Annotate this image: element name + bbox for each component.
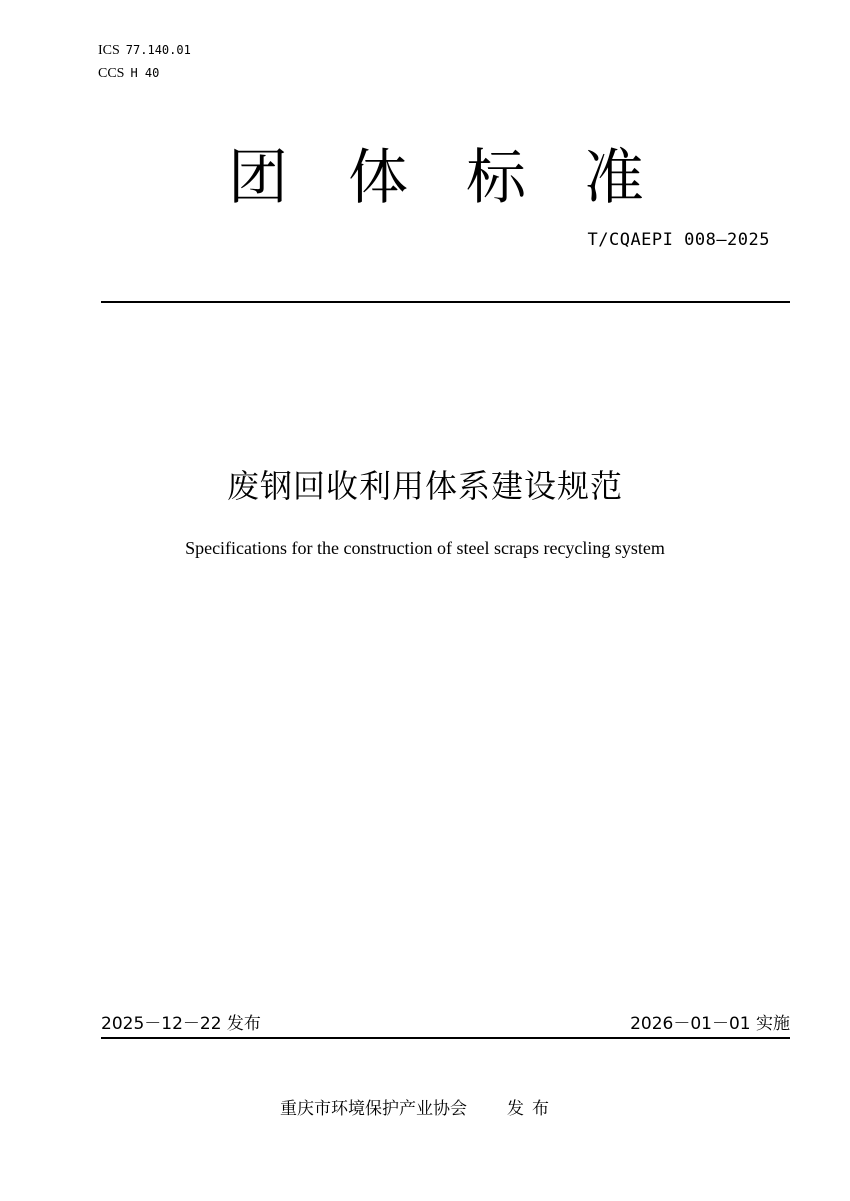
ics-code: 77.140.01 (125, 43, 191, 57)
title-char-4: 准 (584, 143, 644, 213)
document-title-cn: 废钢回收利用体系建设规范 (226, 467, 623, 505)
ccs-label: CCS (98, 66, 125, 81)
footer-divider (101, 1037, 790, 1039)
ics-label: ICS (98, 43, 120, 58)
title-char-1: 团 (228, 143, 288, 213)
publisher-line (280, 1098, 557, 1120)
publish-date: 2025－12－22 发布 (101, 1014, 261, 1034)
publisher-name: 重庆市环境保护产业协会 (280, 1099, 467, 1119)
ics-line (98, 42, 191, 59)
title-char-3: 标 (466, 143, 526, 213)
document-title-en: Specifications for the construction of steel scraps recycling system (185, 538, 665, 558)
title-char-2: 体 (348, 143, 408, 213)
ccs-line (98, 65, 159, 82)
implement-date: 2026－01－01 实施 (630, 1014, 790, 1034)
ccs-code: H 40 (130, 66, 160, 80)
standard-number: T/CQAEPI 008—2025 (587, 230, 770, 250)
header-divider (101, 301, 790, 303)
standard-type-title (0, 138, 850, 218)
publish-action: 发布 (507, 1099, 557, 1119)
